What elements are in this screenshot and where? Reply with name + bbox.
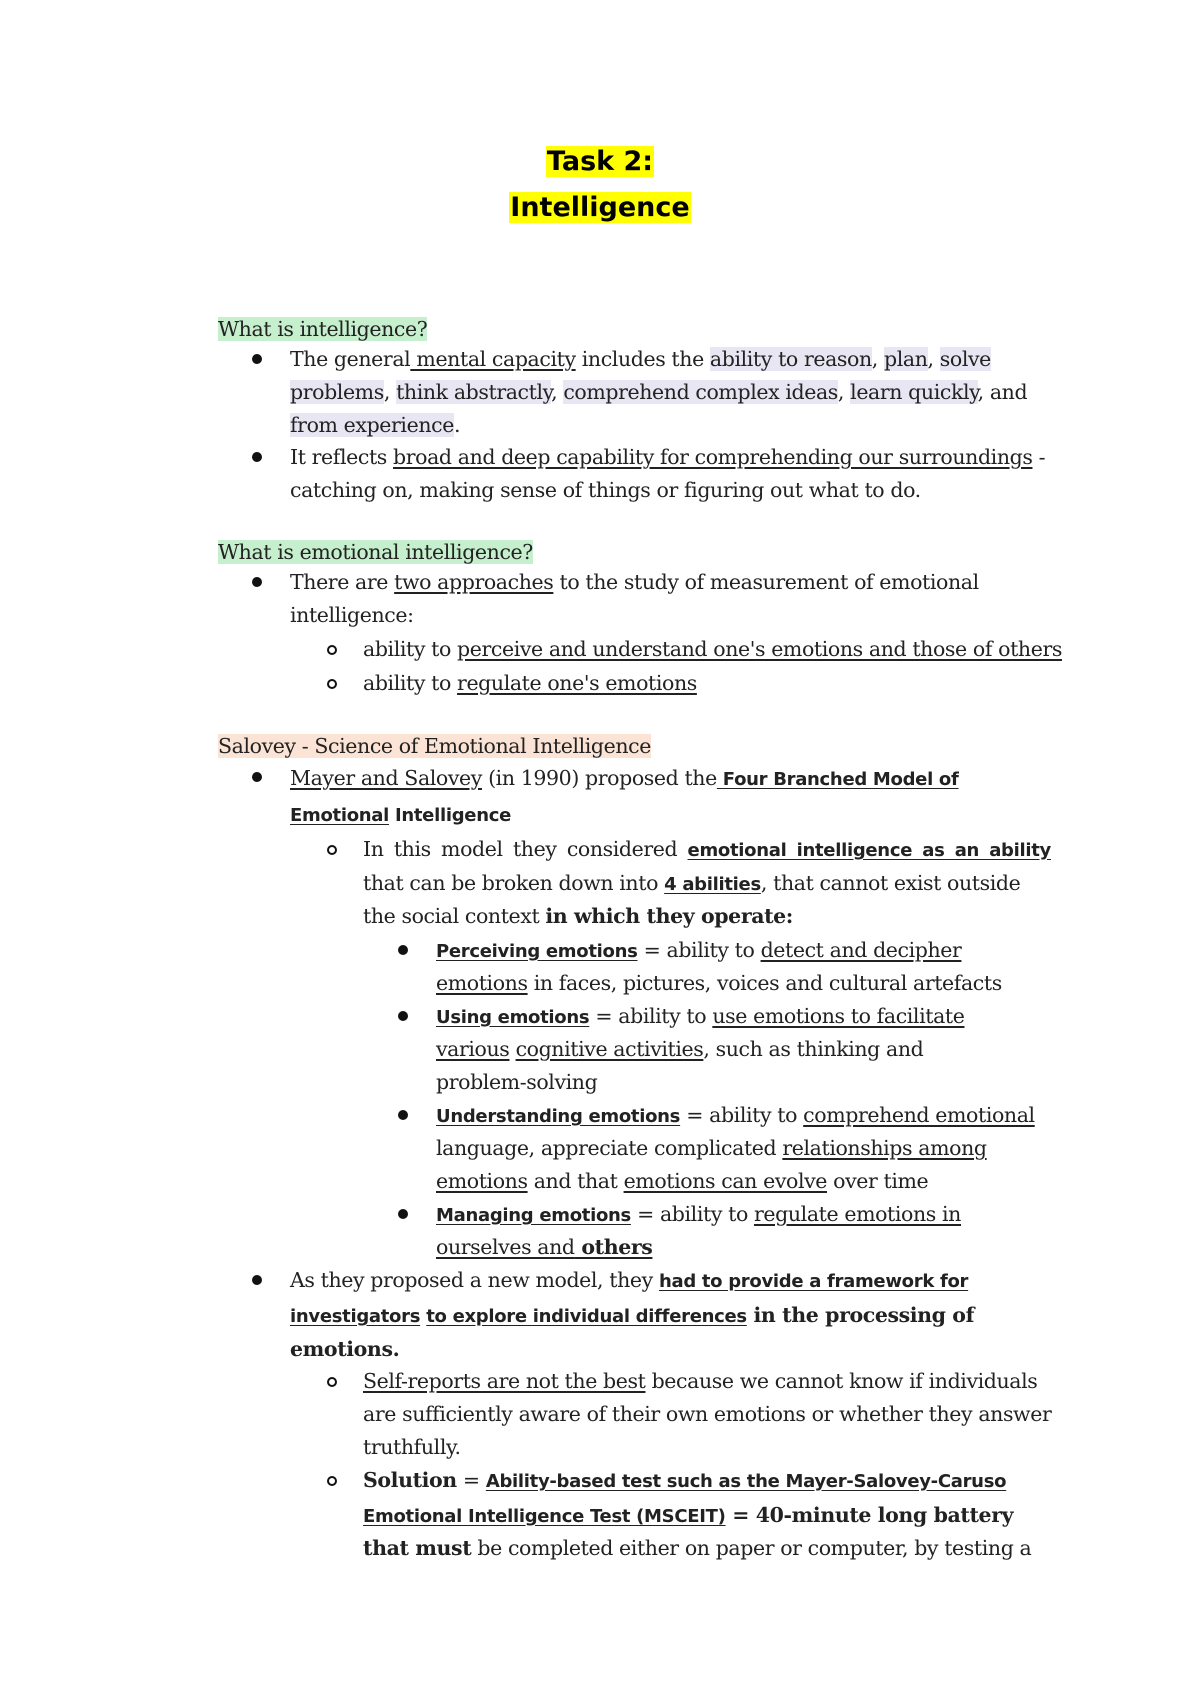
bullet-icon (398, 1011, 408, 1021)
s1-b2-line2: catching on, making sense of things or figuring out what to do. (290, 478, 921, 502)
circle-bullet-icon (327, 845, 337, 855)
ability-perceiving-line1: Perceiving emotions = ability to detect and decipher (436, 938, 962, 962)
s2-o1: ability to perceive and understand one's emotions and those of others (363, 637, 1062, 661)
bullet-icon (252, 452, 262, 462)
s1-b1-line1: The general mental capacity includes the ability to reason, plan, solve (290, 347, 991, 371)
s3-o2-line2: are sufficiently aware of their own emotions or whether they answer (363, 1402, 1052, 1426)
bullet-icon (398, 945, 408, 955)
s2-b1-line2: intelligence: (290, 603, 414, 627)
s3-b1-line1: Mayer and Salovey (in 1990) proposed the Four Branched Model of (290, 766, 959, 790)
s3-o2-line1: Self-reports are not the best because we cannot know if individuals (363, 1369, 1038, 1393)
s3-b2-line1: As they proposed a new model, they had to provide a framework for (290, 1268, 969, 1292)
title-task: Task 2: (546, 146, 654, 177)
s3-b2-line2: investigators to explore individual differences in the processing of (290, 1303, 975, 1327)
s3-o1-line1: In this model they considered emotional intelligence as an ability (363, 837, 1051, 861)
heading-salovey: Salovey - Science of Emotional Intelligence (218, 734, 651, 758)
s3-b2-line3: emotions. (290, 1337, 400, 1361)
s3-o2-line3: truthfully. (363, 1435, 461, 1459)
s2-o2: ability to regulate one's emotions (363, 671, 697, 695)
circle-bullet-icon (327, 1377, 337, 1387)
s3-b1-line2: Emotional Intelligence (290, 805, 511, 826)
title-intelligence: Intelligence (510, 192, 690, 223)
heading-what-is-emotional-intelligence: What is emotional intelligence? (218, 540, 533, 564)
s2-b1-line1: There are two approaches to the study of measurement of emotional (290, 570, 979, 594)
bullet-icon (252, 772, 262, 782)
ability-using-line3: problem-solving (436, 1070, 598, 1094)
circle-bullet-icon (327, 679, 337, 689)
ability-understanding-line2: language, appreciate complicated relationships among (436, 1136, 987, 1160)
circle-bullet-icon (327, 645, 337, 655)
heading-what-is-intelligence: What is intelligence? (218, 317, 428, 341)
bullet-icon (398, 1209, 408, 1219)
s1-b1-line3: from experience. (290, 413, 461, 437)
s3-o1-line2: that can be broken down into 4 abilities, that cannot exist outside (363, 871, 1021, 895)
ability-understanding-line3: emotions and that emotions can evolve over time (436, 1169, 929, 1193)
s1-b2-line1: It reflects broad and deep capability for comprehending our surroundings - (290, 445, 1046, 469)
ability-using-line1: Using emotions = ability to use emotions to facilitate (436, 1004, 965, 1028)
s3-o3-line2: Emotional Intelligence Test (MSCEIT) = 40-minute long battery (363, 1503, 1014, 1527)
ability-perceiving-line2: emotions in faces, pictures, voices and cultural artefacts (436, 971, 1002, 995)
bullet-icon (252, 354, 262, 364)
ability-understanding-line1: Understanding emotions = ability to comprehend emotional (436, 1103, 1035, 1127)
ability-using-line2: various cognitive activities, such as thinking and (436, 1037, 924, 1061)
s3-o3-line1: Solution = Ability-based test such as the Mayer-Salovey-Caruso (363, 1468, 1007, 1492)
ability-managing-line2: ourselves and others (436, 1235, 653, 1259)
bullet-icon (398, 1110, 408, 1120)
bullet-icon (252, 577, 262, 587)
ability-managing-line1: Managing emotions = ability to regulate emotions in (436, 1202, 961, 1226)
bullet-icon (252, 1275, 262, 1285)
circle-bullet-icon (327, 1476, 337, 1486)
s3-o3-line3: that must be completed either on paper or computer, by testing a (363, 1536, 1032, 1560)
s3-o1-line3: the social context in which they operate: (363, 904, 793, 928)
s1-b1-line2: problems, think abstractly, comprehend complex ideas, learn quickly, and (290, 380, 1028, 404)
